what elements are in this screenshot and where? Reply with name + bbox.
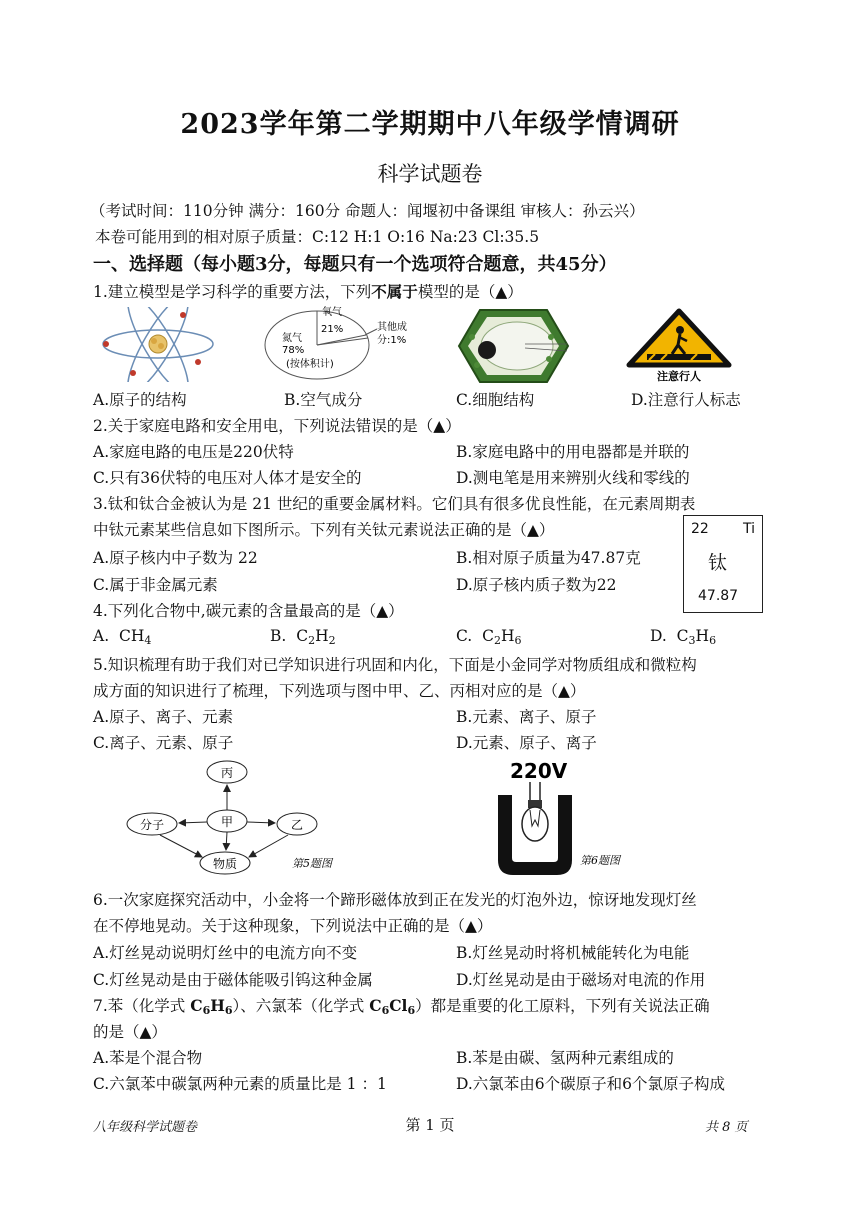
q5-stem-line2: 成方面的知识进行了梳理，下列选项与图中甲、乙、丙相对应的是（▲） <box>93 682 586 700</box>
diagram-label-bing: 丙 <box>220 766 234 780</box>
q2-option-c: C.只有36伏特的电压对人体才是安全的 <box>93 469 362 487</box>
diagram-label-jia: 甲 <box>220 815 234 829</box>
q7-stem-line1: 7.苯（化学式 $C_6H_6$）、六氯苯（化学式 $C_6Cl_6$）都是重要的化工原料，下列有关说法正确 <box>93 996 710 1017</box>
q5-option-a: A.原子、离子、元素 <box>93 708 234 726</box>
atom-model-image <box>98 307 218 382</box>
q3-stem-line1: 3.钛和钛合金被认为是 21 世纪的重要金属材料。它们具有很多优良性能，在元素周期表 <box>93 495 696 513</box>
exam-title: 2023学年第二学期期中八年级学情调研 <box>180 109 680 140</box>
footer-right: 共 8 页 <box>705 1120 748 1135</box>
q7-stem-line2: 的是（▲） <box>93 1023 167 1041</box>
q5-option-c: C.离子、元素、原子 <box>93 734 234 752</box>
q7-option-d: D.六氯苯由6个碳原子和6个氯原子构成 <box>456 1075 726 1093</box>
pie-label-oxygen: 氧气 <box>322 307 342 318</box>
page-number: 第 1 页 <box>405 1116 455 1134</box>
q4-option-d: D. $C_3H_6$ <box>650 627 717 647</box>
q3-option-b: B.相对原子质量为47.87克 <box>456 549 641 567</box>
sign-text: 注意行人 <box>657 370 701 383</box>
fig5-caption: 第5题图 <box>292 857 332 870</box>
voltage-label: 220V <box>510 760 568 783</box>
pie-label-78: 78% <box>282 345 305 356</box>
element-symbol: Ti <box>742 521 755 537</box>
q4-option-a: A. $CH_4$ <box>93 627 152 647</box>
q3-option-d: D.原子核内质子数为22 <box>456 576 617 594</box>
q7-option-c: C.六氯苯中碳氯两种元素的质量比是 1 ：1 <box>93 1075 387 1093</box>
q4-option-c: C. $C_2H_6$ <box>456 627 522 647</box>
q1-option-a: A.原子的结构 <box>93 391 187 409</box>
fig6-caption: 第6题图 <box>580 854 620 867</box>
q1-stem: 1.建立模型是学习科学的重要方法，下列不属于模型的是（▲） <box>93 282 523 301</box>
q1-option-b: B.空气成分 <box>284 391 363 409</box>
q5-concept-diagram <box>120 755 370 880</box>
q2-option-a: A.家庭电路的电压是220伏特 <box>93 443 294 461</box>
section-title: 一、选择题（每小题3分，每题只有一个选项符合题意，共45分） <box>93 254 617 275</box>
q1-option-c: C.细胞结构 <box>456 391 535 409</box>
q5-option-d: D.元素、原子、离子 <box>456 734 597 752</box>
q6-option-d: D.灯丝晃动是由于磁场对电流的作用 <box>456 971 706 989</box>
q6-option-a: A.灯丝晃动说明灯丝中的电流方向不变 <box>93 944 358 962</box>
q3-stem-line2: 中钛元素某些信息如下图所示。下列有关钛元素说法正确的是（▲） <box>93 521 555 539</box>
element-name: 钛 <box>708 552 728 574</box>
exam-info: （考试时间：110分钟 满分：160分 命题人：闻堰初中备课组 审核人：孙云兴） <box>90 202 645 220</box>
element-mass: 47.87 <box>698 588 739 604</box>
diagram-label-wuzhi: 物质 <box>212 857 238 871</box>
q4-option-b: B. $C_2H_2$ <box>270 627 336 647</box>
q3-option-a: A.原子核内中子数为 22 <box>93 549 258 567</box>
q2-stem: 2.关于家庭电路和安全用电，下列说法错误的是（▲） <box>93 417 461 435</box>
q5-option-b: B.元素、离子、原子 <box>456 708 597 726</box>
diagram-label-yi: 乙 <box>290 818 304 832</box>
q7-option-a: A.苯是个混合物 <box>93 1049 203 1067</box>
q1-option-d: D.注意行人标志 <box>631 391 741 409</box>
diagram-label-fenzi: 分子 <box>139 818 165 832</box>
pie-label-volume: (按体积计) <box>286 359 334 370</box>
pie-label-other1: 其他成 <box>377 322 407 333</box>
air-composition-pie <box>262 305 427 383</box>
q5-stem-line1: 5.知识梳理有助于我们对已学知识进行巩固和内化，下面是小金同学对物质组成和微粒构 <box>93 656 697 674</box>
exam-subtitle: 科学试题卷 <box>377 162 483 186</box>
q6-option-b: B.灯丝晃动时将机械能转化为电能 <box>456 944 690 962</box>
q4-stem: 4.下列化合物中,碳元素的含量最高的是（▲） <box>93 602 404 620</box>
atomic-masses: 本卷可能用到的相对原子质量：C:12 H:1 O:16 Na:23 Cl:35.5 <box>95 228 540 246</box>
cell-structure-image <box>455 307 570 385</box>
q6-magnet-bulb-figure <box>490 760 650 880</box>
q6-stem-line1: 6.一次家庭探究活动中，小金将一个蹄形磁体放到正在发光的灯泡外边，惊讶地发现灯丝 <box>93 891 697 909</box>
pie-label-21: 21% <box>321 324 344 335</box>
q2-option-d: D.测电笔是用来辨别火线和零线的 <box>456 469 690 487</box>
q2-option-b: B.家庭电路中的用电器都是并联的 <box>456 443 690 461</box>
pie-label-nitrogen: 氮气 <box>282 333 302 344</box>
q7-option-b: B.苯是由碳、氢两种元素组成的 <box>456 1049 674 1067</box>
pie-label-other2: 分:1% <box>377 335 407 346</box>
element-number: 22 <box>691 521 709 537</box>
q3-option-c: C.属于非金属元素 <box>93 576 218 594</box>
q6-option-c: C.灯丝晃动是由于磁体能吸引钨这种金属 <box>93 971 373 989</box>
titanium-element-card <box>683 515 763 613</box>
q6-stem-line2: 在不停地晃动。关于这种现象，下列说法中正确的是（▲） <box>93 917 493 935</box>
footer-left: 八年级科学试题卷 <box>93 1120 198 1135</box>
pedestrian-sign-image <box>617 308 742 385</box>
